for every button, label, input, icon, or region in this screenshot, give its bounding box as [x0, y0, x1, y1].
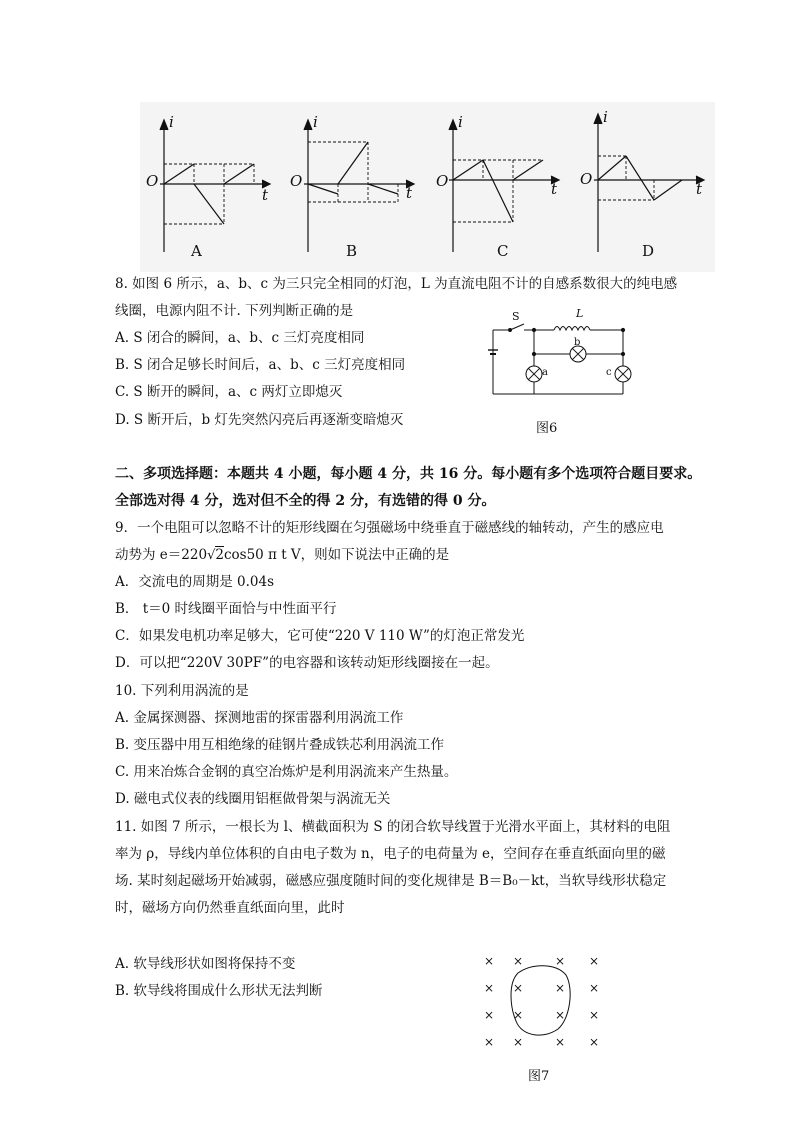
field-mark: ×	[484, 981, 495, 995]
graph-b-axis-t: t	[406, 184, 413, 202]
lamp-c-label: c	[606, 367, 612, 378]
q9-emf-sqrt-value: 2	[215, 547, 224, 563]
q8-stem-line1: 8. 如图 6 所示，a、b、c 为三只完全相同的灯泡，L 为直流电阻不计的自感系数很大的纯电感	[115, 276, 678, 292]
graph-label-d: D	[642, 242, 655, 260]
lamp-a	[526, 366, 542, 382]
switch-label: S	[512, 310, 520, 323]
q9-option-a: A．交流电的周期是 0.04s	[115, 574, 275, 590]
field-mark: ×	[513, 1008, 524, 1022]
q9-emf-suffix: cos50 π t V，则如下说法中正确的是	[223, 547, 450, 563]
graph-label-a: A	[191, 242, 202, 260]
q11-option-a: A. 软导线形状如图将保持不变	[115, 956, 296, 972]
q9-option-b: B． t＝0 时线圈平面恰与中性面平行	[115, 601, 337, 617]
q11-stem-line3: 场. 某时刻起磁场开始减弱，磁感应强度随时间的变化规律是 B＝B₀－kt，当软导线形状稳定	[115, 873, 667, 889]
graph-b	[304, 120, 414, 252]
q8-option-a: A. S 闭合的瞬间，a、b、c 三灯亮度相同	[115, 330, 365, 346]
graph-a-origin: O	[146, 172, 159, 190]
circuit-diagram	[480, 308, 640, 408]
q9-option-d: D．可以把“220V 30PF”的电容器和该转动矩形线圈接在一起。	[115, 655, 499, 671]
lamp-b	[570, 346, 586, 362]
field-mark: ×	[513, 1035, 524, 1049]
q8-option-c: C. S 断开的瞬间，a、c 两灯立即熄灭	[115, 384, 343, 400]
current-time-graphs	[140, 102, 715, 272]
section2-title-line2: 全部选对得 4 分，选对但不全的得 2 分，有选错的得 0 分。	[115, 493, 496, 509]
graph-b-origin: O	[290, 172, 303, 190]
field-mark: ×	[589, 1035, 600, 1049]
graph-c-origin: O	[436, 172, 449, 190]
graph-c	[449, 120, 559, 252]
graph-label-c: C	[497, 242, 509, 260]
field-mark: ×	[589, 1008, 600, 1022]
q9-stem-line1: 9．一个电阻可以忽略不计的矩形线圈在匀强磁场中绕垂直于磁感线的轴转动，产生的感应电	[115, 520, 664, 536]
q8-stem-line2: 线圈，电源内阻不计. 下列判断正确的是	[115, 303, 354, 319]
q8-option-b: B. S 闭合足够长时间后，a、b、c 三灯亮度相同	[115, 357, 406, 373]
field-mark: ×	[513, 981, 524, 995]
q11-option-b: B. 软导线将围成什么形状无法判断	[115, 983, 323, 999]
graph-d-axis-t: t	[696, 180, 703, 198]
graph-c-axis-i: i	[458, 113, 463, 131]
q10-option-a: A. 金属探测器、探测地雷的探雷器利用涡流工作	[115, 710, 404, 726]
graph-a	[160, 120, 270, 252]
q10-option-b: B. 变压器中用互相绝缘的硅钢片叠成铁芯利用涡流工作	[115, 737, 445, 753]
q11-stem-line4: 时，磁场方向仍然垂直纸面向里，此时	[115, 900, 345, 916]
lamp-b-label: b	[574, 337, 581, 348]
graph-label-b: B	[346, 242, 358, 260]
field-mark: ×	[555, 1008, 566, 1022]
figure6-caption: 图6	[536, 421, 558, 436]
graph-c-axis-t: t	[551, 180, 558, 198]
q9-stem-line2	[115, 546, 449, 565]
graph-a-axis-i: i	[169, 113, 174, 131]
inductor-label: L	[576, 307, 584, 320]
field-mark: ×	[513, 954, 524, 968]
graph-b-axis-i: i	[313, 113, 318, 131]
lamp-a-label: a	[542, 367, 548, 378]
wire-loop	[480, 955, 605, 1050]
field-mark: ×	[484, 1035, 495, 1049]
q9-option-c: C．如果发电机功率足够大，它可使“220 V 110 W”的灯泡正常发光	[115, 628, 525, 644]
q11-stem-line2: 率为 ρ，导线内单位体积的自由电子数为 n，电子的电荷量为 e，空间存在垂直纸面向里的磁	[115, 846, 666, 862]
q10-option-d: D. 磁电式仪表的线圈用铝框做骨架与涡流无关	[115, 791, 391, 807]
field-mark: ×	[484, 954, 495, 968]
q10-stem: 10. 下列利用涡流的是	[115, 683, 249, 699]
field-mark: ×	[589, 954, 600, 968]
figure7-caption: 图7	[528, 1069, 550, 1084]
graph-d-origin: O	[580, 170, 593, 188]
sqrt-symbol: √	[207, 548, 216, 563]
field-mark: ×	[589, 981, 600, 995]
q8-option-d: D. S 断开后，b 灯先突然闪亮后再逐渐变暗熄灭	[115, 412, 404, 428]
field-mark: ×	[555, 981, 566, 995]
graph-d	[594, 114, 704, 252]
field-mark: ×	[555, 1035, 566, 1049]
graph-a-axis-t: t	[262, 186, 269, 204]
section2-title-line1: 二、多项选择题：本题共 4 小题，每小题 4 分，共 16 分。每小题有多个选项符合题目要求。	[115, 466, 702, 482]
lamp-c	[615, 366, 631, 382]
q11-stem-line1: 11. 如图 7 所示，一根长为 l、横截面积为 S 的闭合软导线置于光滑水平面上，其材料的电阻	[115, 819, 671, 835]
graph-d-axis-i: i	[603, 108, 608, 126]
q10-option-c: C. 用来冶炼合金钢的真空冶炼炉是利用涡流来产生热量。	[115, 764, 458, 780]
field-mark: ×	[555, 954, 566, 968]
field-mark: ×	[484, 1008, 495, 1022]
q9-emf-prefix: 动势为 e＝220	[115, 547, 208, 563]
